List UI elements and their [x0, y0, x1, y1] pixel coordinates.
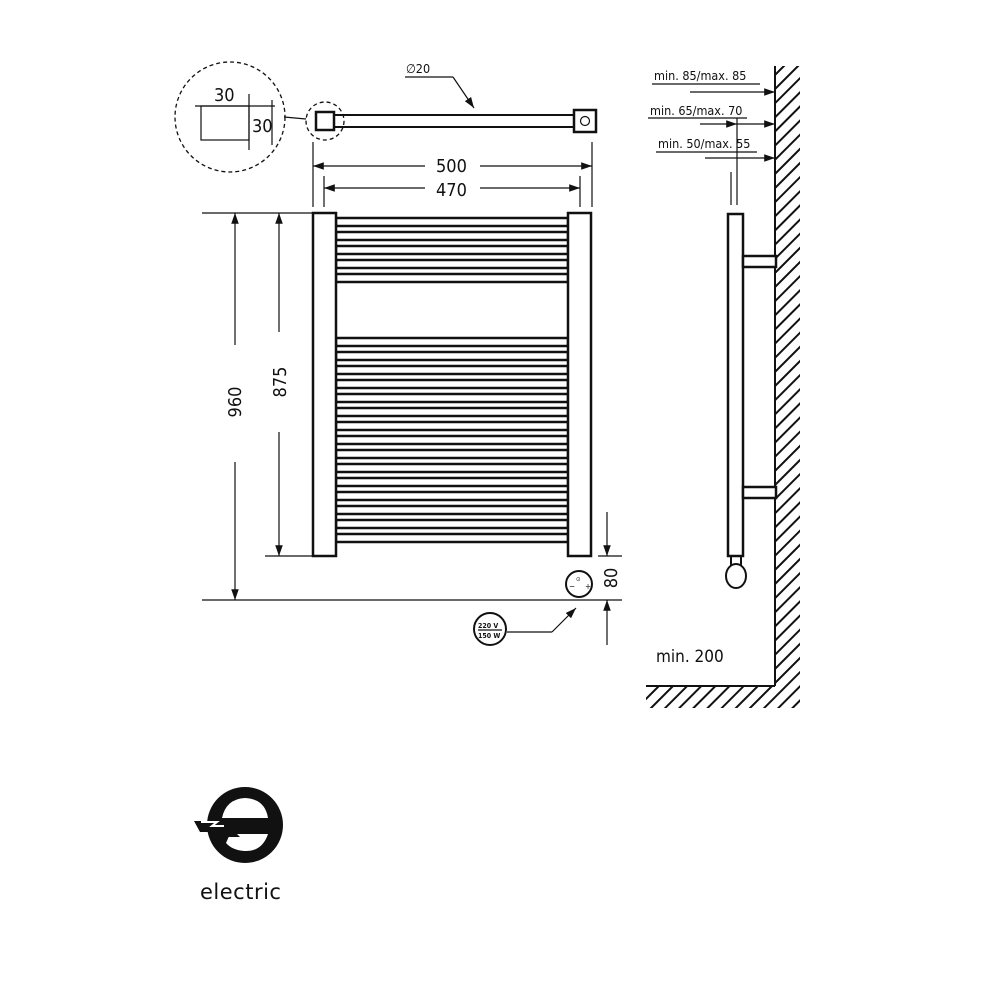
power-label: 150 W — [478, 632, 501, 640]
svg-text:⊙: ⊙ — [576, 576, 581, 583]
electric-logo — [194, 787, 283, 904]
wall-distance-1-label: min. 85/max. 85 — [654, 68, 747, 83]
heater-rating-badge — [474, 608, 576, 645]
overall-width-label: 500 — [436, 156, 467, 177]
rail-width-label: 470 — [436, 180, 467, 201]
svg-text:−: − — [569, 582, 576, 591]
floor-clearance-label: min. 200 — [656, 647, 724, 667]
left-collector — [313, 213, 336, 556]
upper-wall-bracket — [743, 256, 776, 267]
valve-drop-label: 80 — [601, 567, 622, 589]
voltage-label: 220 V — [478, 622, 499, 630]
logo-wordmark: electric — [200, 880, 282, 904]
top-view — [306, 61, 596, 140]
section-width-label: 30 — [214, 85, 235, 106]
heating-element — [566, 571, 592, 597]
wall-distance-2-label: min. 65/max. 70 — [650, 103, 743, 118]
svg-text:+: + — [585, 582, 592, 591]
right-collector — [568, 213, 591, 556]
tube-diameter-label: ∅20 — [406, 61, 431, 76]
wall-distance-3-label: min. 50/max. 55 — [658, 136, 751, 151]
profile-section-detail — [175, 62, 306, 172]
side-collector — [728, 214, 743, 556]
rail-height-label: 875 — [270, 366, 291, 398]
lower-wall-bracket — [743, 487, 776, 498]
logo-e-mark-icon — [194, 787, 283, 863]
section-height-label: 30 — [252, 116, 273, 137]
front-view — [313, 213, 592, 597]
width-dimensions — [313, 142, 592, 207]
side-view — [646, 66, 800, 708]
overall-height-label: 960 — [225, 386, 246, 418]
rungs — [336, 218, 568, 542]
